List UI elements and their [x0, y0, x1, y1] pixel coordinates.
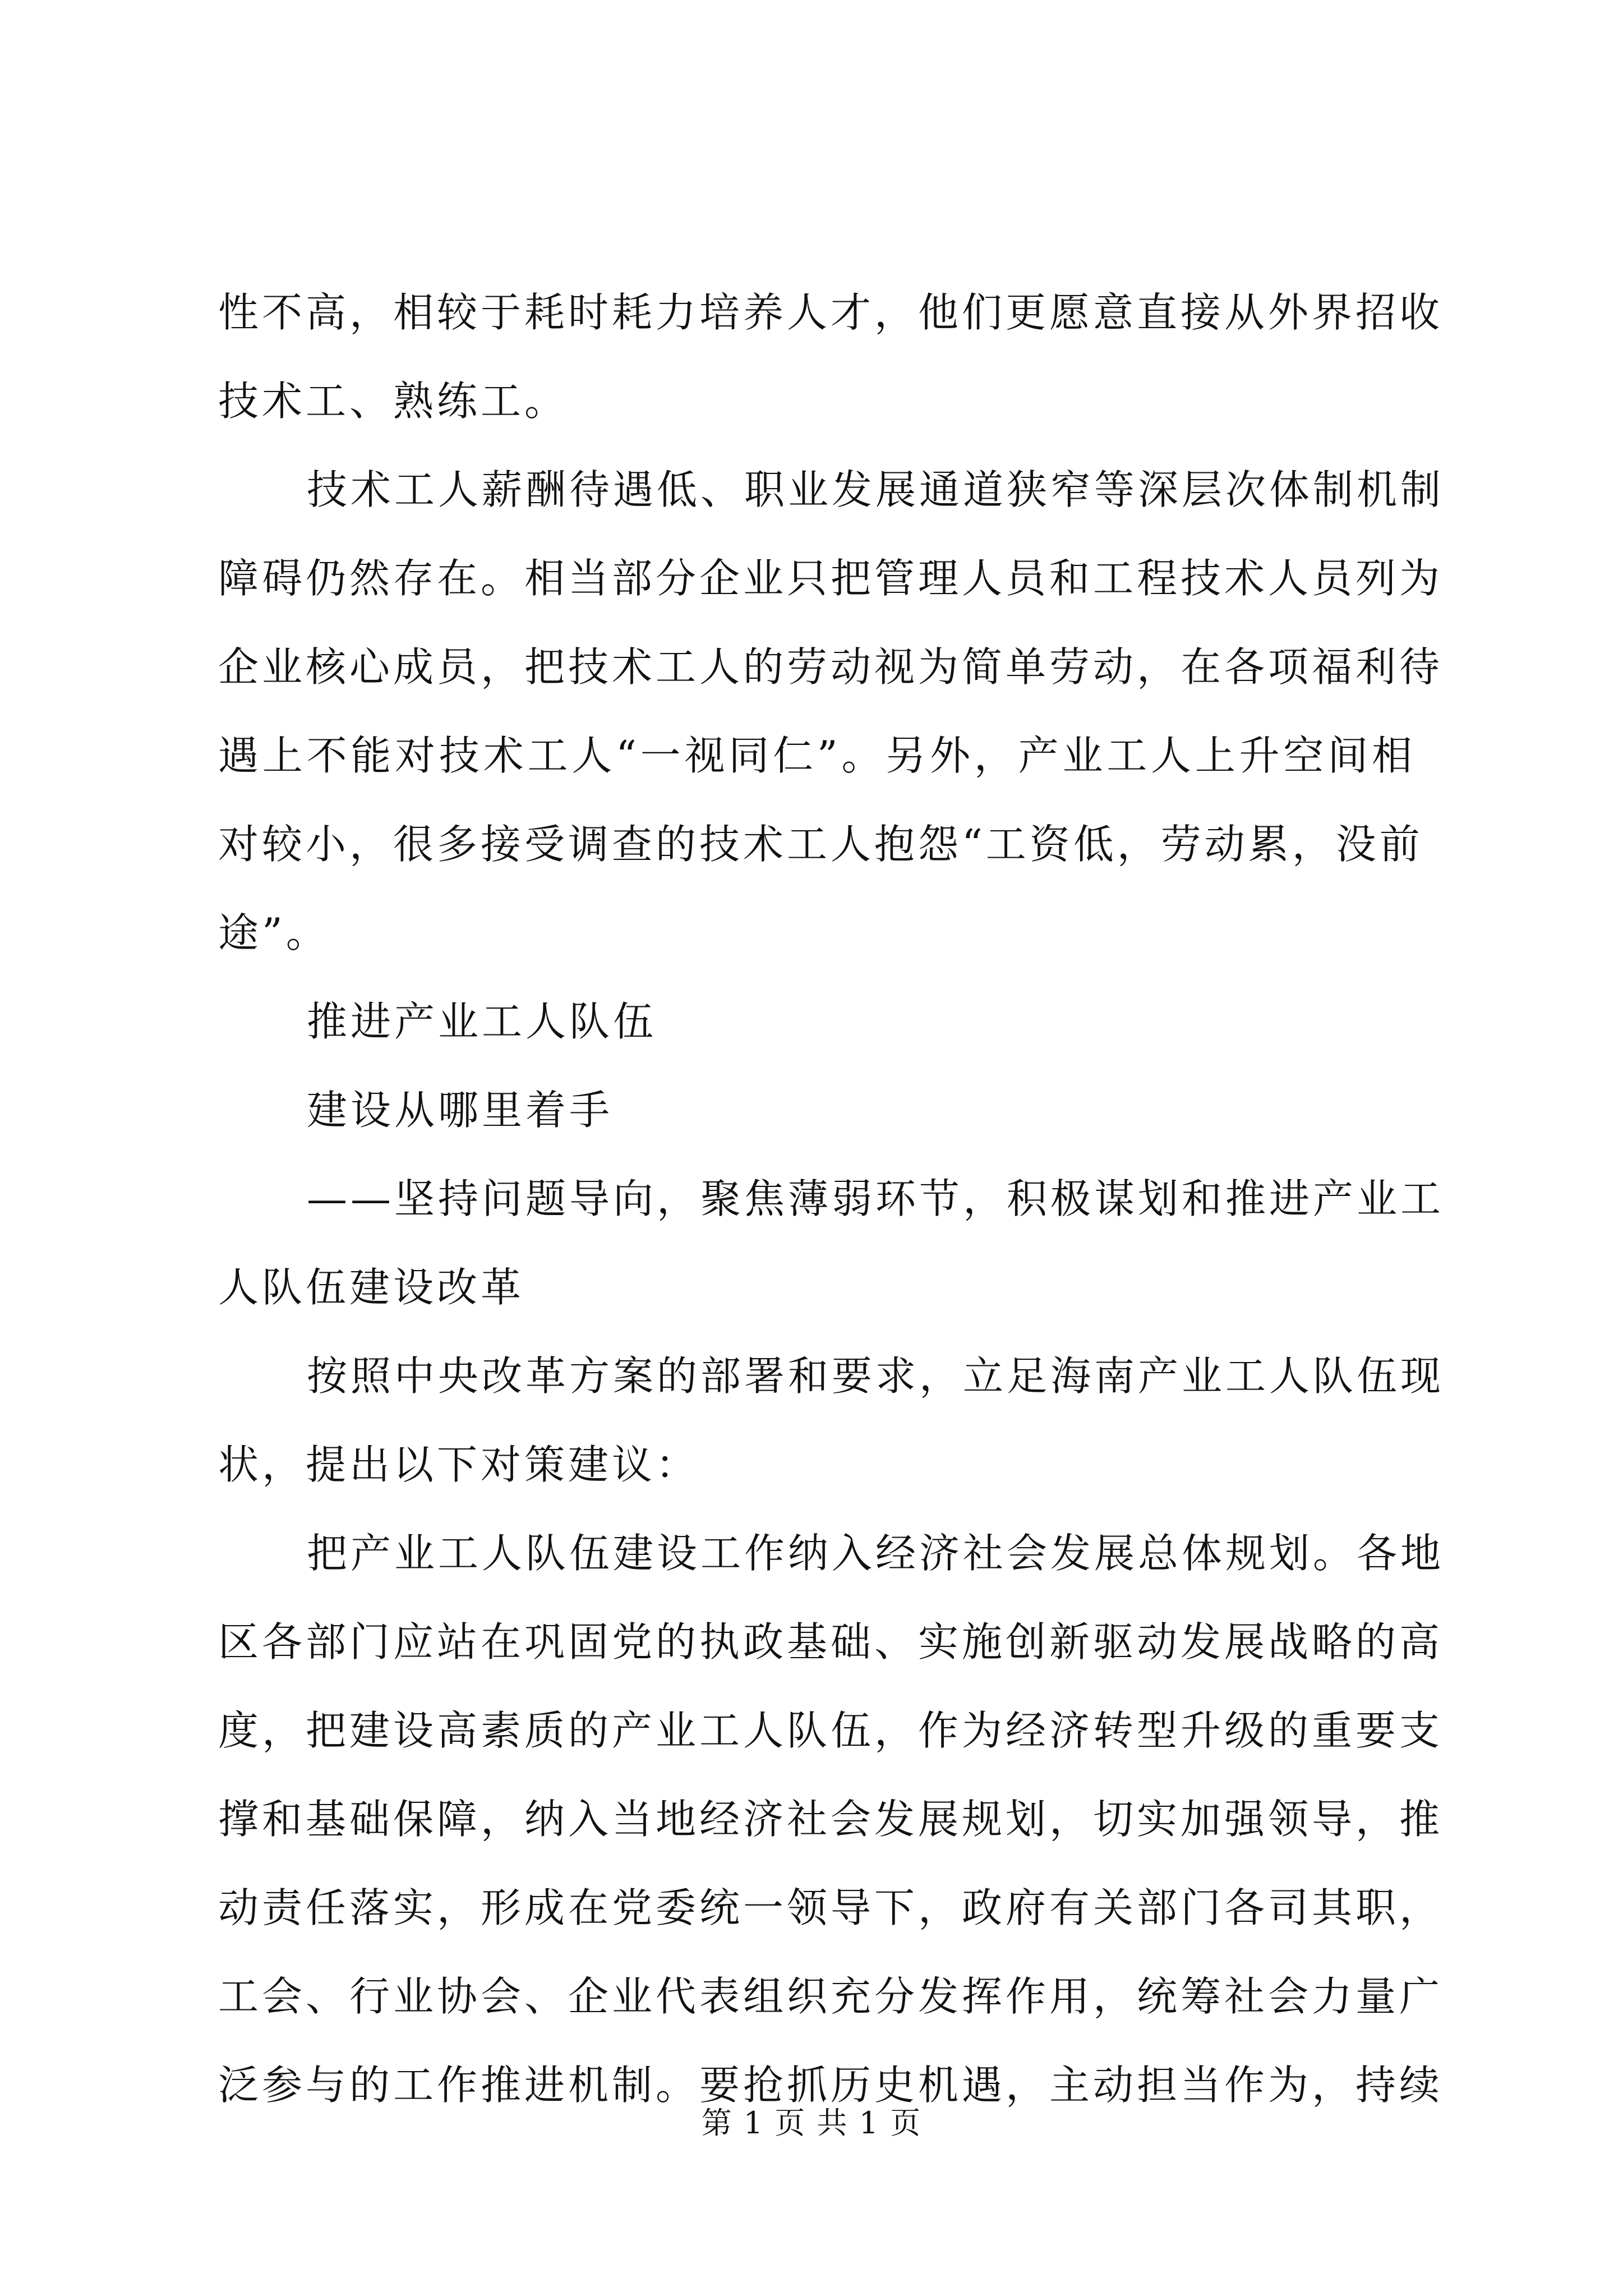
text-line: 人队伍建设改革 — [218, 1264, 525, 1311]
text-line: 状，提出以下对策建议： — [218, 1441, 700, 1488]
text-line: 技术工、熟练工。 — [218, 378, 569, 425]
text-line: 技术工人薪酬待遇低、职业发展通道狭窄等深层次体制机制 — [307, 466, 1445, 513]
text-line: 推进产业工人队伍 — [307, 998, 657, 1045]
text-line: 对较小，很多接受调查的技术工人抱怨“工资低，劳动累，没前 — [218, 821, 1423, 868]
text-line: 按照中央改革方案的部署和要求，立足海南产业工人队伍现 — [307, 1352, 1445, 1400]
text-line: 性不高，相较于耗时耗力培养人才，他们更愿意直接从外界招收 — [218, 289, 1444, 336]
text-line: 遇上不能对技术工人“一视同仁”。另外，产业工人上升空间相 — [218, 732, 1415, 779]
text-line: 把产业工人队伍建设工作纳入经济社会发展总体规划。各地 — [307, 1530, 1445, 1577]
text-line: 建设从哪里着手 — [307, 1087, 614, 1134]
text-line: ——坚持问题导向，聚焦薄弱环节，积极谋划和推进产业工 — [307, 1175, 1445, 1222]
text-line: 企业核心成员，把技术工人的劳动视为简单劳动，在各项福利待 — [218, 643, 1444, 691]
document-body — [218, 268, 1445, 2129]
text-line: 泛参与的工作推进机制。要抢抓历史机遇，主动担当作为，持续 — [218, 2062, 1444, 2109]
text-line: 障碍仍然存在。相当部分企业只把管理人员和工程技术人员列为 — [218, 555, 1444, 602]
text-line: 工会、行业协会、企业代表组织充分发挥作用，统筹社会力量广 — [218, 1973, 1444, 2020]
text-line: 动责任落实，形成在党委统一领导下，政府有关部门各司其职， — [218, 1884, 1444, 1931]
text-line: 途”。 — [218, 909, 330, 956]
text-line: 撑和基础保障，纳入当地经济社会发展规划，切实加强领导，推 — [218, 1796, 1444, 1843]
page-footer: 第 1 页 共 1 页 — [701, 2105, 922, 2141]
text-line: 度，把建设高素质的产业工人队伍，作为经济转型升级的重要支 — [218, 1707, 1444, 1754]
text-line: 区各部门应站在巩固党的执政基础、实施创新驱动发展战略的高 — [218, 1618, 1444, 1665]
